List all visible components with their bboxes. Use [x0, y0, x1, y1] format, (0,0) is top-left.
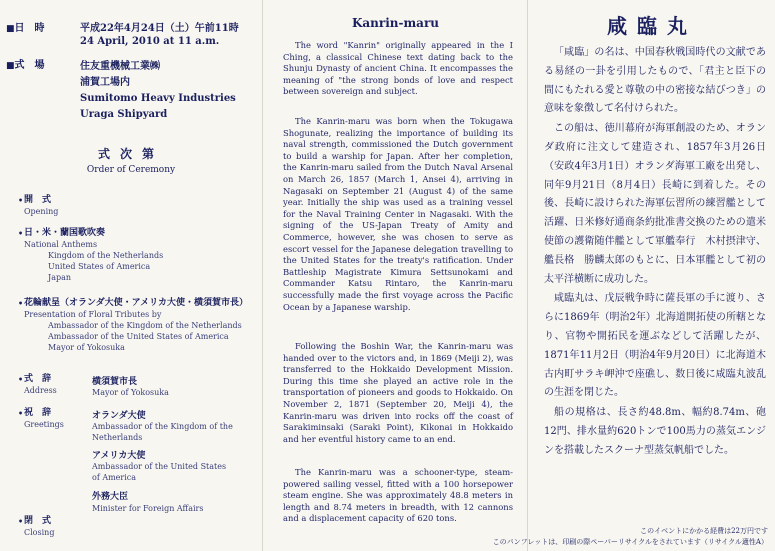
- item-en: Kingdom of the Netherlands: [48, 251, 164, 260]
- ceremony-item-address: • 式 辞 Address: [18, 374, 57, 395]
- history-en-p4: The Kanrin-maru was a schooner-type, steam-powered sailing vessel, fitted with a 100 horsepower steam engine. She was approximately 48.8 meters in length and 8.74 meters in breadth, with 12 cannons and a displacement capacity of 620 tons.: [283, 467, 513, 524]
- square-bullet-icon: ■: [6, 61, 15, 71]
- ceremony-subtitle: Order of Ceremony: [86, 165, 176, 175]
- history-en-p2: The Kanrin-maru was born when the Tokugawa Shogunate, realizing the importance of building its naval strength, commissioned the Dutch government to build a warship for Japan. After her completion, the Kanrin-maru sailed from the Dutch Naval Arsenal on March 26, 1857 (March 1, Ansei 4), arriving in Nagasaki on September 21 (August 4) of the same year. Initially the ship was used as a training vessel for the Naval Training Center in Nagasaki. With the signing of the US-Japan Treaty of Amity and Commerce, however, she was chosen to serve as escort vessel for the Japanese delegation travelling to the United States for the treaty's ratification. Under Battleship Magistrate Kimura Settsunokami and Commander Katsu Rintaro, the Kanrin-maru successfully made the first voyage across the Pacific Ocean by a Japanese warship.: [283, 116, 513, 312]
- item-jp: 閉 式: [24, 516, 52, 526]
- date-row: [6, 22, 239, 47]
- item-en: Ambassador of the United States of America: [48, 332, 229, 341]
- item-jp: 開 式: [24, 195, 52, 205]
- venue-en1: Sumitomo Heavy Industries: [80, 93, 236, 104]
- item-en: Opening: [24, 207, 59, 216]
- venue-jp2: 浦賀工場内: [80, 77, 130, 88]
- item-en: Presentation of Floral Tributes by: [24, 310, 162, 319]
- venue-row: [6, 59, 236, 120]
- date-jp: 平成22年4月24日（土）午前11時: [80, 23, 239, 34]
- ceremony-item-greetings: • 祝 辞 Greetings: [18, 408, 64, 429]
- date-en: 24 April, 2010 at 11 a.m.: [80, 36, 220, 47]
- item-jp: 花輪献呈（オランダ大使・アメリカ大使・横須賀市長）: [24, 298, 249, 308]
- history-en-title: Kanrin-maru: [351, 16, 440, 30]
- item-jp: 日・米・蘭国歌吹奏: [24, 228, 106, 238]
- item-en: Address: [24, 386, 57, 395]
- item-en: Ambassador of the Kingdom of the Netherlands: [48, 321, 242, 330]
- greeting-speaker2-en: Ambassador of the United States: [92, 462, 227, 471]
- footnote-cost: このイベントにかかる経費は22万円です: [640, 527, 768, 535]
- item-en: Closing: [24, 528, 55, 537]
- greeting-speaker2-en: of America: [92, 473, 137, 482]
- square-bullet-icon: ■: [6, 24, 15, 34]
- ceremony-item-closing: • 閉 式 Closing: [18, 516, 55, 537]
- history-jp-p1: 「咸臨」の名は、中国春秋戦国時代の文献である易経の一卦を引用したもので、「君主と臣下の間にもたれる愛と尊敬の中の密接な結びつき」の意味を象徴して名付けられた。: [544, 47, 766, 115]
- middle-panel: [262, 0, 528, 551]
- item-jp: 式 辞: [24, 374, 52, 384]
- address-speaker-en: Mayor of Yokosuka: [92, 388, 169, 397]
- greeting-speaker1-jp: オランダ大使: [92, 411, 146, 421]
- date-label: 日 時: [14, 23, 45, 34]
- left-panel: [0, 0, 262, 551]
- history-jp-p2: この船は、徳川幕府が海軍創設のため、オランダ政府に注文して建造され、1857年3月26日（安政4年3月1日）オランダ海軍工廠を出発し、同年9月21日（8月4日）長崎に到着した。その後、長崎に設けられた海軍伝習所の練習艦として活躍、日米修好通商条約批准書交換のための遣米使節の護衛随伴艦として軍艦奉行 木村摂津守、艦長格 勝麟太郎のもとに、日本軍艦として初の太平洋横断に成功した。: [544, 123, 766, 285]
- history-jp-title: 咸臨丸: [607, 14, 697, 38]
- item-en: Mayor of Yokosuka: [48, 343, 125, 352]
- history-en-p1: The word "Kanrin" originally appeared in the I Ching, a classical Chinese text dating back to the Shunju Dynasty of ancient China. It encompasses the meaning of "the strong bonds of love and respect between sovereign and subject.: [283, 40, 513, 97]
- venue-jp1: 住友重機械工業㈱: [80, 61, 160, 72]
- greeting-speaker3-en: Minister for Foreign Affairs: [92, 504, 204, 513]
- greeting-speaker1-en: Ambassador of the Kingdom of the: [92, 422, 233, 431]
- history-en-p3: Following the Boshin War, the Kanrin-maru was handed over to the victors and, in 1869 (Meiji 2), was transferred to the Hokkaido Development Mission. During this time she played an active role in the transportation of pioneers and goods to Hokkaido. On November 2, 1871 (September 20, Meiji 4), the Kanrin-maru was driven into rocks off the coast of Sarakiminsaki (Saraki Point), Kikonai in Hokkaido and her eventful history came to an end.: [283, 341, 513, 444]
- address-speaker-jp: 横須賀市長: [92, 377, 138, 387]
- ceremony-item-floral: • 花輪献呈（オランダ大使・アメリカ大使・横須賀市長） Presentation of Floral Tributes by Ambassador of the Kingdom of the Netherlands Ambassador of the United States of America Mayor of Yokosuka: [18, 298, 249, 352]
- history-jp-body: [544, 44, 766, 462]
- item-en: Japan: [48, 273, 72, 282]
- item-en: Greetings: [24, 420, 64, 429]
- ceremony-title: 式次第: [97, 147, 164, 161]
- footnote-recycle: このパンフレットは、印刷の際ペーパーリサイクルをされています（リサイクル適性A）: [492, 538, 768, 546]
- venue-label: 式 場: [14, 60, 45, 71]
- greeting-speaker3-jp: 外務大臣: [92, 492, 129, 502]
- history-jp-p3: 咸臨丸は、戊辰戦争時に薩長軍の手に渡り、さらに1869年（明治2年）北海道開拓使の所轄となり、官物や開拓民を運ぶなどして活躍したが、1871年11月2日（明治4年9月20日）に北海道木古内町サラキ岬沖で座礁し、数日後に咸臨丸波乱の生涯を閉じた。: [544, 293, 766, 399]
- right-panel: [492, 0, 775, 551]
- ceremony-item-opening: • 開 式 Opening: [18, 195, 59, 216]
- venue-en2: Uraga Shipyard: [80, 109, 168, 120]
- item-jp: 祝 辞: [24, 408, 52, 418]
- ceremony-item-anthems: • 日・米・蘭国歌吹奏 National Anthems Kingdom of the Netherlands United States of America Japan: [18, 228, 164, 282]
- history-jp-p4: 船の規格は、長さ約48.8m、幅約8.74m、砲12門、排水量約620トンで100馬力の蒸気エンジンを搭載したスクーナ型蒸気帆船でした。: [544, 407, 766, 456]
- item-en: National Anthems: [24, 240, 98, 249]
- item-en: United States of America: [48, 262, 151, 271]
- greeting-speaker1-en: Netherlands: [92, 433, 143, 442]
- greeting-speaker2-jp: アメリカ大使: [92, 451, 146, 461]
